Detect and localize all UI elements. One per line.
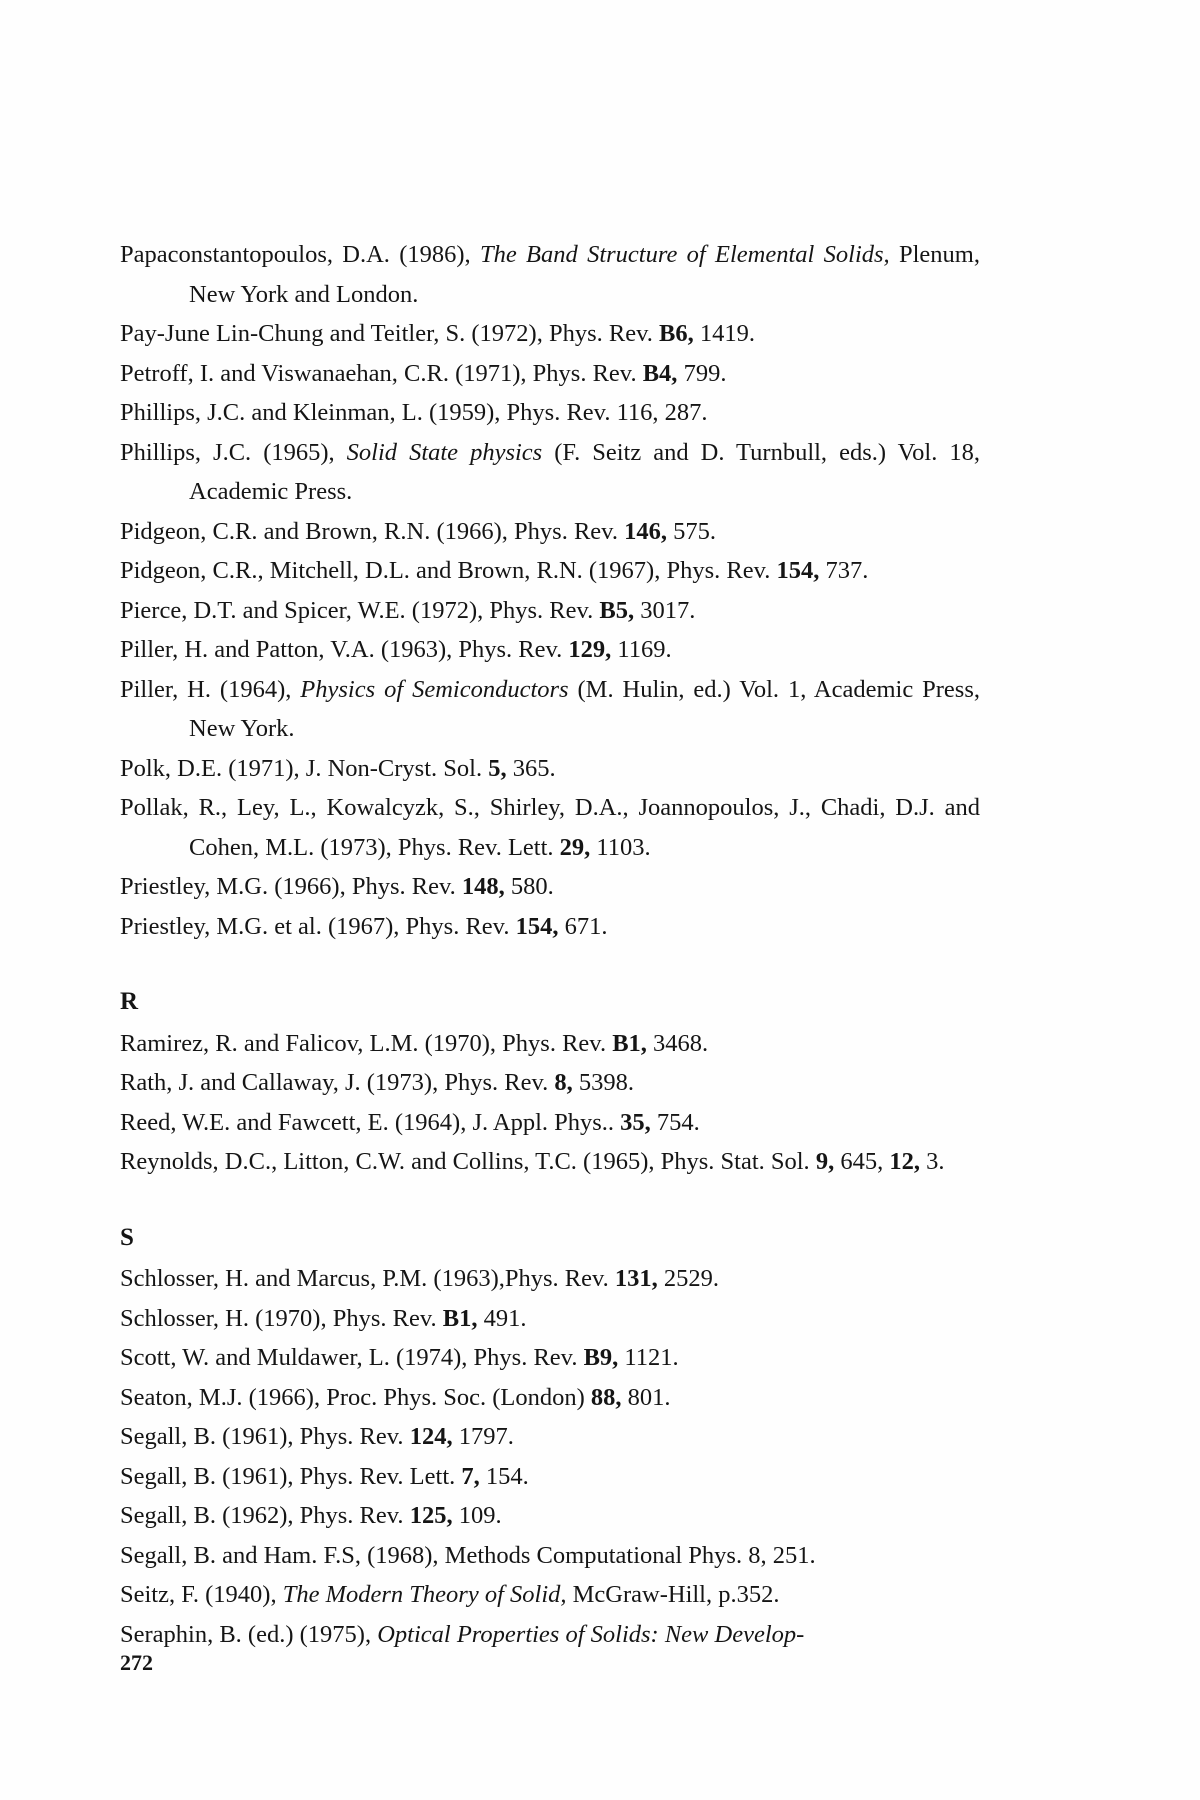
- volume-number: B4,: [642, 359, 678, 387]
- reference-entry: [120, 1259, 980, 1299]
- reference-entry: [120, 354, 980, 394]
- reference-title: Optical Properties of Solids: New Develop-: [377, 1620, 805, 1648]
- reference-text: 3468.: [646, 1029, 709, 1057]
- volume-number: 131,: [614, 1265, 658, 1292]
- reference-text: Priestley, M.G. et al. (1967), Phys. Rev.: [120, 912, 516, 940]
- reference-entry: [120, 1024, 980, 1064]
- reference-entry: [120, 551, 980, 591]
- volume-number: 88,: [590, 1383, 622, 1411]
- reference-entry: [120, 1378, 980, 1418]
- page-number: 272: [120, 1650, 153, 1675]
- reference-text: Seaton, M.J. (1966), Proc. Phys. Soc. (London): [120, 1383, 591, 1411]
- reference-text: Segall, B. (1962), Phys. Rev.: [120, 1502, 410, 1529]
- reference-entry: [120, 1103, 980, 1143]
- reference-text: Segall, B. (1961), Phys. Rev. Lett.: [120, 1462, 462, 1490]
- reference-text: Scott, W. and Muldawer, L. (1974), Phys. Rev.: [120, 1344, 584, 1371]
- reference-title: Solid State physics: [346, 438, 543, 466]
- reference-text: 754.: [650, 1108, 700, 1136]
- reference-entry: [120, 314, 980, 354]
- volume-number: 125,: [409, 1502, 453, 1529]
- reference-text: 365.: [506, 754, 556, 782]
- reference-entry: [120, 433, 980, 512]
- reference-text: 799.: [677, 359, 727, 387]
- reference-entry: [120, 1299, 980, 1339]
- reference-text: Priestley, M.G. (1966), Phys. Rev.: [120, 873, 462, 900]
- reference-text: 1121.: [618, 1344, 679, 1371]
- reference-text: 1419.: [693, 320, 755, 347]
- reference-text: Pierce, D.T. and Spicer, W.E. (1972), Phys. Rev.: [120, 596, 600, 624]
- reference-title: The Band Structure of Elemental Solids,: [480, 241, 890, 268]
- volume-number: 29,: [559, 833, 591, 861]
- reference-text: Piller, H. (1964),: [120, 675, 301, 703]
- reference-text: Segall, B. (1961), Phys. Rev.: [120, 1423, 410, 1450]
- reference-text: Pidgeon, C.R. and Brown, R.N. (1966), Phys. Rev.: [120, 517, 625, 545]
- reference-text: 491.: [477, 1304, 527, 1332]
- volume-number: B6,: [658, 320, 694, 347]
- reference-text: Schlosser, H. and Marcus, P.M. (1963),Phys. Rev.: [120, 1265, 615, 1292]
- reference-text: 109.: [452, 1502, 502, 1529]
- reference-text: 2529.: [657, 1265, 720, 1292]
- reference-text: Rath, J. and Callaway, J. (1973), Phys. Rev.: [120, 1069, 555, 1096]
- reference-text: 3017.: [634, 596, 696, 624]
- reference-entry: [120, 1338, 980, 1378]
- reference-text: Seitz, F. (1940),: [120, 1581, 283, 1608]
- reference-entry: [120, 235, 980, 314]
- reference-text: 1169.: [611, 636, 672, 663]
- volume-number: 12,: [889, 1148, 920, 1175]
- reference-entry: [120, 867, 980, 907]
- reference-entry: [120, 749, 980, 789]
- reference-entry: [120, 788, 980, 867]
- reference-text: (M. Hulin, ed.) Vol. 1, Academic Press, New York.: [189, 675, 980, 742]
- reference-entry: [120, 1142, 980, 1182]
- reference-text: Piller, H. and Patton, V.A. (1963), Phys. Rev.: [120, 636, 569, 663]
- volume-number: B1,: [612, 1029, 647, 1057]
- reference-title: The Modern Theory of Solid,: [282, 1581, 567, 1608]
- reference-entry: [120, 670, 980, 749]
- volume-number: 9,: [815, 1148, 835, 1175]
- reference-text: Plenum, New York and London.: [189, 241, 980, 308]
- reference-entry: [120, 591, 980, 631]
- volume-number: 8,: [554, 1069, 573, 1096]
- reference-entry: [120, 907, 980, 947]
- reference-entry: [120, 630, 980, 670]
- reference-entry: [120, 1063, 980, 1103]
- reference-text: 737.: [819, 557, 869, 584]
- reference-text: (F. Seitz and D. Turnbull, eds.) Vol. 18, Academic Press.: [189, 438, 980, 505]
- reference-entry: [120, 1496, 980, 1536]
- reference-text: Reynolds, D.C., Litton, C.W. and Collins, T.C. (1965), Phys. Stat. Sol.: [120, 1148, 816, 1175]
- reference-text: 3.: [919, 1148, 945, 1175]
- volume-number: 146,: [624, 517, 667, 545]
- reference-text: Phillips, J.C. and Kleinman, L. (1959), Phys. Rev. 116, 287.: [120, 399, 708, 426]
- reference-text: 575.: [666, 517, 716, 545]
- volume-number: 124,: [409, 1423, 453, 1450]
- reference-text: 154.: [479, 1462, 529, 1490]
- reference-entry: [120, 1417, 980, 1457]
- reference-text: Polk, D.E. (1971), J. Non-Cryst. Sol.: [120, 754, 489, 782]
- volume-number: 129,: [568, 636, 612, 663]
- reference-text: 1797.: [452, 1423, 514, 1450]
- reference-text: Phillips, J.C. (1965),: [120, 438, 347, 466]
- section-heading: S: [120, 1223, 134, 1251]
- reference-text: Petroff, I. and Viswanaehan, C.R. (1971), Phys. Rev.: [120, 359, 643, 387]
- reference-text: Pidgeon, C.R., Mitchell, D.L. and Brown, R.N. (1967), Phys. Rev.: [120, 557, 777, 584]
- reference-text: 671.: [558, 912, 608, 940]
- volume-number: B5,: [599, 596, 635, 624]
- reference-title: Physics of Semiconductors: [300, 675, 569, 703]
- reference-text: Seraphin, B. (ed.) (1975),: [120, 1620, 378, 1648]
- reference-text: Schlosser, H. (1970), Phys. Rev.: [120, 1304, 443, 1332]
- reference-text: 801.: [621, 1383, 671, 1411]
- reference-entry: [120, 512, 980, 552]
- volume-number: 148,: [461, 873, 505, 900]
- volume-number: B1,: [442, 1304, 478, 1332]
- reference-text: 645,: [834, 1148, 890, 1175]
- section-heading: R: [120, 988, 139, 1015]
- reference-text: Papaconstantopoulos, D.A. (1986),: [120, 241, 480, 268]
- volume-number: 154,: [515, 912, 559, 940]
- reference-text: Pollak, R., Ley, L., Kowalcyzk, S., Shirley, D.A., Joannopoulos, J., Chadi, D.J. and Cohen, M.L. (1973), Phys. Rev. Lett.: [120, 794, 980, 861]
- reference-text: Pay-June Lin-Chung and Teitler, S. (1972), Phys. Rev.: [120, 320, 659, 347]
- reference-list: [120, 235, 980, 1654]
- reference-entry: [120, 393, 980, 433]
- volume-number: 7,: [461, 1462, 480, 1490]
- reference-text: 1103.: [590, 833, 651, 861]
- volume-number: 154,: [776, 557, 820, 584]
- reference-text: McGraw-Hill, p.352.: [566, 1581, 780, 1608]
- volume-number: 35,: [620, 1108, 651, 1136]
- reference-entry: [120, 1457, 980, 1497]
- reference-text: 580.: [504, 873, 554, 900]
- volume-number: B9,: [583, 1344, 619, 1371]
- reference-text: Reed, W.E. and Fawcett, E. (1964), J. Appl. Phys..: [120, 1108, 621, 1136]
- reference-entry: [120, 1536, 980, 1576]
- reference-text: Ramirez, R. and Falicov, L.M. (1970), Phys. Rev.: [120, 1029, 613, 1057]
- reference-entry: [120, 1615, 980, 1655]
- reference-text: Segall, B. and Ham. F.S, (1968), Methods Computational Phys. 8, 251.: [120, 1541, 816, 1569]
- reference-entry: [120, 1575, 980, 1615]
- reference-text: 5398.: [572, 1069, 634, 1096]
- volume-number: 5,: [488, 754, 507, 782]
